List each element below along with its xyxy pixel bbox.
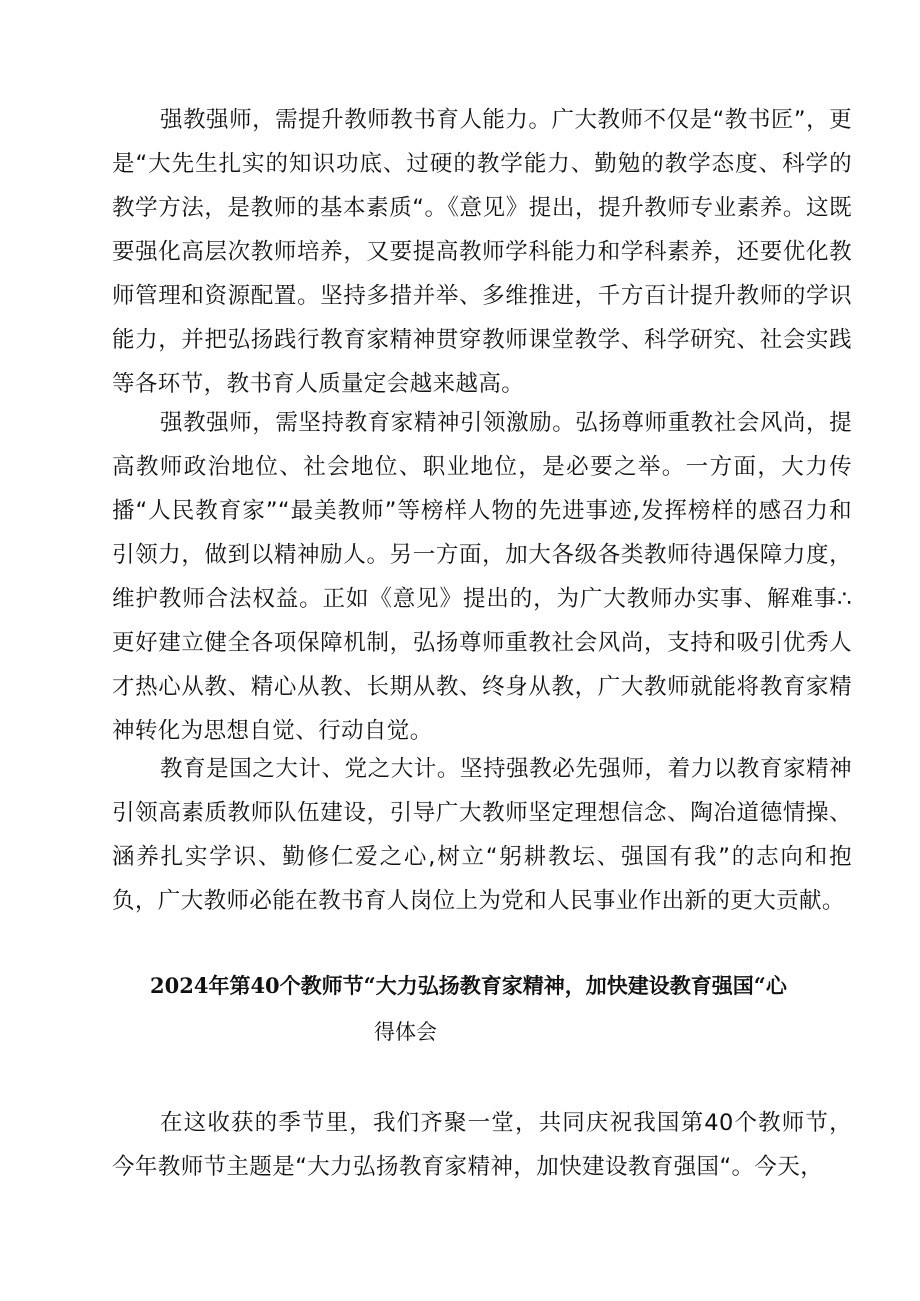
- section-title-line-1: 2024年第40个教师节“大力弘扬教育家精神，加快建设教育强国“心: [150, 973, 787, 998]
- section-title: [150, 963, 850, 1055]
- paragraph-teacher-ability: 强教强师，需提升教师教书育人能力。广大教师不仅是“教书匠”，更是“大先生扎实的知识功底、过硬的教学能力、勤勉的教学态度、科学的教学方法，是教师的基本素质“。《意见》提出，提升教师专业素养。这既要强化高层次教师培养，又要提高教师学科能力和学科素养，还要优化教师管理和资源配置。坚持多措并举、多维推进，千方百计提升教师的学识能力，并把弘扬践行教育家精神贯穿教师课堂教学、科学研究、社会实践等各环节，教书育人质量定会越来越高。: [112, 107, 852, 397]
- paragraph-national-plan: 教育是国之大计、党之大计。坚持强教必先强师，着力以教育家精神引领高素质教师队伍建设，引导广大教师坚定理想信念、陶冶道德情操、涵养扎实学识、勤修仁爱之心,树立“躬耕教坛、强国有我”的志向和抱负，广大教师必能在教书育人岗位上为党和人民事业作出新的更大贡献。: [112, 756, 852, 914]
- paragraph-intro: 在这收获的季节里，我们齐聚一堂，共同庆祝我国第40个教师节，今年教师节主题是“大力弘扬教育家精神，加快建设教育强国“。今天，: [112, 1110, 852, 1180]
- section-title-line-2: 得体会: [374, 1020, 437, 1044]
- paragraph-educator-spirit: 强教强师，需坚持教育家精神引领激励。弘扬尊师重教社会风尚，提高教师政治地位、社会地位、职业地位，是必要之举。一方面，大力传播“人民教育家”“最美教师”等榜样人物的先进事迹,发挥榜样的感召力和引领力，做到以精神励人。另一方面，加大各级各类教师待遇保障力度，维护教师合法权益。正如《意见》提出的，为广大教师办实事、解难事∴更好建立健全各项保障机制，弘扬尊师重教社会风尚，支持和吸引优秀人才热心从教、精心从教、长期从教、终身从教，广大教师就能将教育家精神转化为思想自觉、行动自觉。: [112, 410, 852, 744]
